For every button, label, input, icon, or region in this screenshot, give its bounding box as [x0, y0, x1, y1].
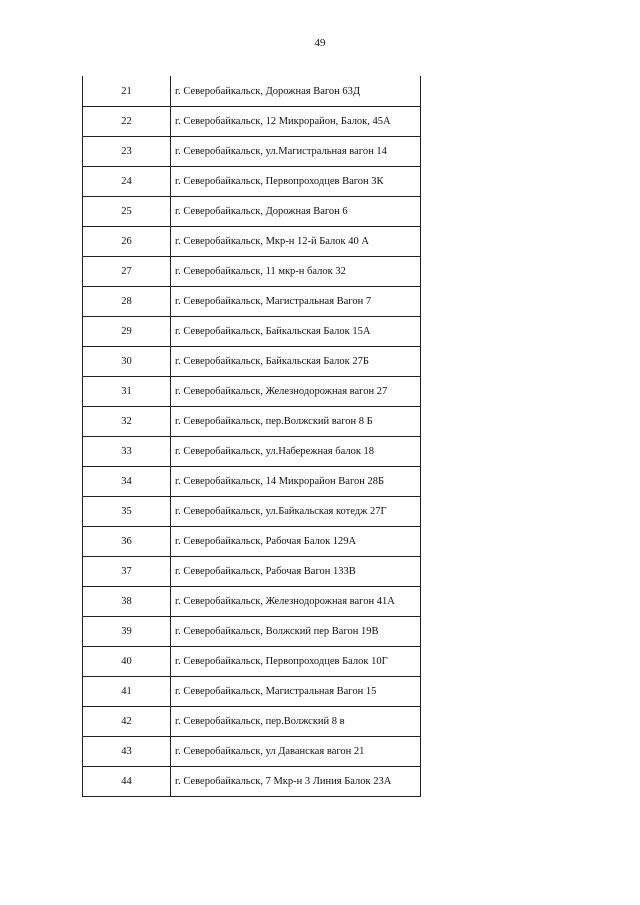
- row-address: г. Северобайкальск, Рабочая Вагон 133В: [171, 557, 421, 587]
- table-row: [83, 227, 421, 257]
- table-row: [83, 347, 421, 377]
- row-number: 39: [83, 617, 171, 647]
- row-number: 27: [83, 257, 171, 287]
- row-number: 32: [83, 407, 171, 437]
- row-address: г. Северобайкальск, ул Даванская вагон 21: [171, 737, 421, 767]
- row-number: 35: [83, 497, 171, 527]
- row-number: 26: [83, 227, 171, 257]
- table-row: [83, 707, 421, 737]
- row-number: 36: [83, 527, 171, 557]
- row-address: г. Северобайкальск, Первопроходцев Балок 10Г: [171, 647, 421, 677]
- row-number: 44: [83, 767, 171, 797]
- table-row: [83, 167, 421, 197]
- table-row: [83, 137, 421, 167]
- table-row: [83, 467, 421, 497]
- table-row: [83, 257, 421, 287]
- row-address: г. Северобайкальск, Железнодорожная вагон 27: [171, 377, 421, 407]
- row-address: г. Северобайкальск, пер.Волжский вагон 8 Б: [171, 407, 421, 437]
- table-row: [83, 737, 421, 767]
- table-row: [83, 287, 421, 317]
- row-address: г. Северобайкальск, 11 мкр-н балок 32: [171, 257, 421, 287]
- row-number: 22: [83, 107, 171, 137]
- row-address: г. Северобайкальск, Байкальская Балок 15А: [171, 317, 421, 347]
- row-number: 21: [83, 76, 171, 107]
- row-number: 23: [83, 137, 171, 167]
- row-number: 41: [83, 677, 171, 707]
- row-number: 30: [83, 347, 171, 377]
- row-address: г. Северобайкальск, Рабочая Балок 129А: [171, 527, 421, 557]
- row-number: 29: [83, 317, 171, 347]
- row-address: г. Северобайкальск, 7 Мкр-н 3 Линия Балок 23А: [171, 767, 421, 797]
- table-row: [83, 527, 421, 557]
- table-row: [83, 197, 421, 227]
- table-row: [83, 437, 421, 467]
- row-address: г. Северобайкальск, пер.Волжский 8 в: [171, 707, 421, 737]
- table-row: [83, 617, 421, 647]
- table-row: [83, 587, 421, 617]
- row-address: г. Северобайкальск, Дорожная Вагон 63Д: [171, 76, 421, 107]
- table-row: [83, 407, 421, 437]
- table-row: [83, 76, 421, 107]
- row-address: г. Северобайкальск, ул.Набережная балок 18: [171, 437, 421, 467]
- table-row: [83, 647, 421, 677]
- row-address: г. Северобайкальск, Магистральная Вагон 15: [171, 677, 421, 707]
- row-number: 37: [83, 557, 171, 587]
- address-table-body: [83, 76, 421, 797]
- table-row: [83, 677, 421, 707]
- row-address: г. Северобайкальск, Железнодорожная вагон 41А: [171, 587, 421, 617]
- page-number: 49: [314, 37, 326, 49]
- row-address: г. Северобайкальск, Дорожная Вагон 6: [171, 197, 421, 227]
- row-address: г. Северобайкальск, Мкр-н 12-й Балок 40 А: [171, 227, 421, 257]
- row-address: г. Северобайкальск, ул.Байкальская котедж 27Г: [171, 497, 421, 527]
- row-number: 34: [83, 467, 171, 497]
- row-address: г. Северобайкальск, 14 Микрорайон Вагон 28Б: [171, 467, 421, 497]
- row-address: г. Северобайкальск, 12 Микрорайон, Балок, 45А: [171, 107, 421, 137]
- table-row: [83, 317, 421, 347]
- row-number: 24: [83, 167, 171, 197]
- row-address: г. Северобайкальск, Первопроходцев Вагон 3К: [171, 167, 421, 197]
- row-number: 33: [83, 437, 171, 467]
- row-number: 25: [83, 197, 171, 227]
- row-number: 28: [83, 287, 171, 317]
- row-number: 40: [83, 647, 171, 677]
- row-number: 43: [83, 737, 171, 767]
- table-row: [83, 497, 421, 527]
- address-table: [82, 76, 421, 797]
- table-row: [83, 107, 421, 137]
- table-row: [83, 377, 421, 407]
- row-address: г. Северобайкальск, Магистральная Вагон 7: [171, 287, 421, 317]
- row-number: 38: [83, 587, 171, 617]
- row-address: г. Северобайкальск, Волжский пер Вагон 19В: [171, 617, 421, 647]
- row-number: 42: [83, 707, 171, 737]
- table-row: [83, 767, 421, 797]
- table-row: [83, 557, 421, 587]
- row-number: 31: [83, 377, 171, 407]
- row-address: г. Северобайкальск, Байкальская Балок 27Б: [171, 347, 421, 377]
- row-address: г. Северобайкальск, ул.Магистральная вагон 14: [171, 137, 421, 167]
